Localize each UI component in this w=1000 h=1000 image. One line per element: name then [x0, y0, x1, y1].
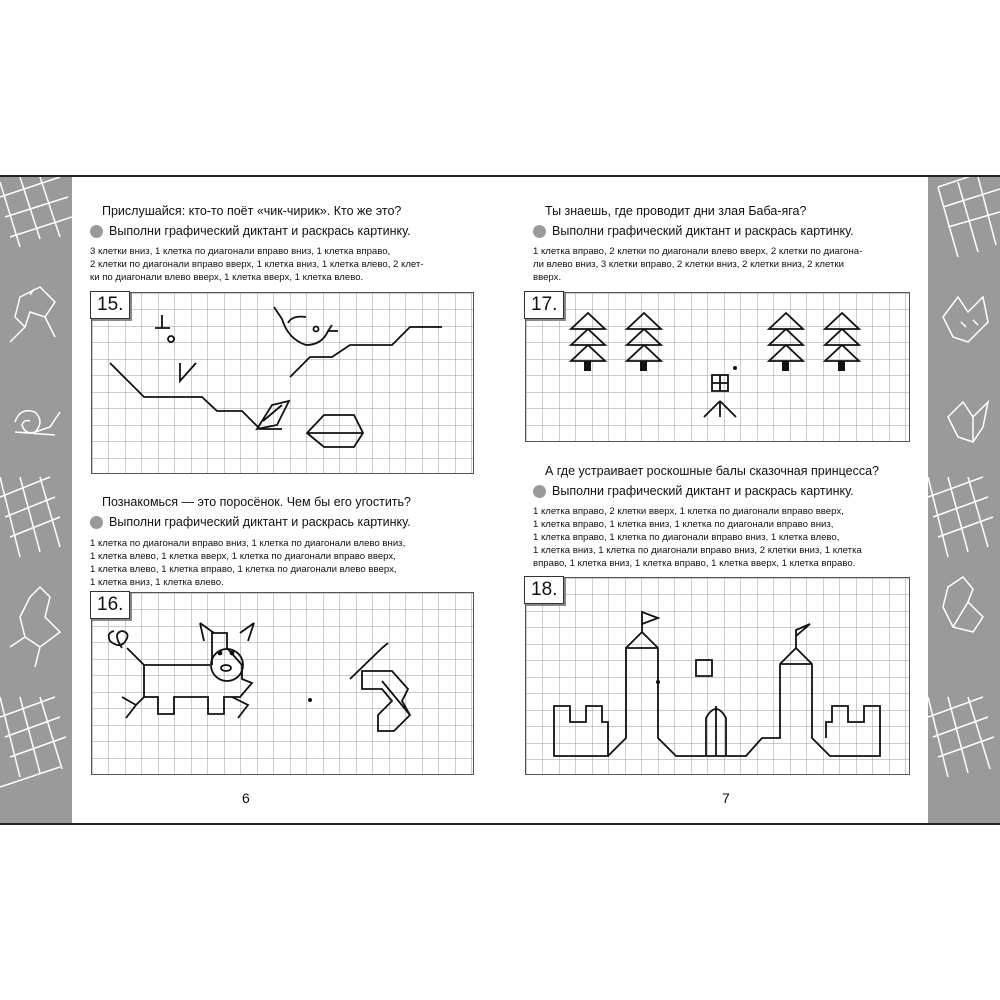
- bullet-circle-icon: [533, 225, 546, 238]
- task15-instruction: Выполни графический диктант и раскрась картинку.: [109, 224, 411, 238]
- left-decorative-margin: [0, 177, 72, 823]
- dictation-line: 1 клетка по диагонали вправо вниз, 1 клетка по диагонали влево вниз,: [90, 538, 406, 549]
- task16-grid: [91, 592, 474, 775]
- task15-dictation: [90, 245, 424, 284]
- task15-drawing: [92, 293, 473, 473]
- task16-instruction-row: [90, 515, 411, 529]
- dictation-line: 1 клетка вниз, 1 клетка по диагонали вправо вниз, 2 клетки вниз, 1 клетка: [533, 545, 862, 556]
- dictation-line: 2 клетки по диагонали вправо вверх, 1 клетка вниз, 1 клетка влево, 2 клет-: [90, 259, 424, 270]
- task15-instruction-row: [90, 224, 411, 238]
- dictation-line: 1 клетка вниз, 1 клетка влево.: [90, 577, 224, 588]
- task16-instruction: Выполни графический диктант и раскрась картинку.: [109, 515, 411, 529]
- page-number-left: 6: [242, 790, 250, 806]
- dictation-line: вверх.: [533, 272, 562, 283]
- dictation-line: 1 клетка вправо, 2 клетки вверх, 1 клетка по диагонали вправо вверх,: [533, 506, 844, 517]
- dictation-line: 1 клетка вправо, 1 клетка по диагонали вправо вниз, 1 клетка влево,: [533, 532, 840, 543]
- book-spread: [0, 175, 1000, 825]
- dictation-line: вправо, 1 клетка вниз, 1 клетка вправо, 1 клетка вверх, 1 клетка вправо.: [533, 558, 856, 569]
- task17-dictation: [533, 245, 862, 284]
- task15-number: 15.: [90, 291, 130, 319]
- task16-number: 16.: [90, 591, 130, 619]
- dictation-line: 1 клетка вправо, 2 клетки по диагонали влево вверх, 2 клетки по диагона-: [533, 246, 863, 257]
- page-number-right: 7: [722, 790, 730, 806]
- dictation-line: ки по диагонали влево вверх, 1 клетка вверх, 1 клетка влево.: [90, 272, 364, 283]
- bullet-circle-icon: [90, 516, 103, 529]
- bullet-circle-icon: [90, 225, 103, 238]
- task18-instruction: Выполни графический диктант и раскрась картинку.: [552, 484, 854, 498]
- dictation-line: 1 клетка влево, 1 клетка вверх, 1 клетка по диагонали вправо вверх,: [90, 551, 396, 562]
- task18-drawing: [526, 578, 909, 774]
- task15-grid: [91, 292, 474, 474]
- task16-dictation: [90, 537, 405, 589]
- task17-drawing: [526, 293, 909, 441]
- task17-instruction-row: [533, 224, 854, 238]
- right-decorative-margin: [928, 177, 1000, 823]
- task17-instruction: Выполни графический диктант и раскрась картинку.: [552, 224, 854, 238]
- origami-pattern-right: [928, 177, 1000, 823]
- task18-dictation: [533, 505, 862, 570]
- bullet-circle-icon: [533, 485, 546, 498]
- left-page: [72, 177, 500, 823]
- task17-number: 17.: [524, 291, 564, 319]
- task16-question: Познакомься — это поросёнок. Чем бы его угостить?: [102, 495, 411, 509]
- dictation-line: 3 клетки вниз, 1 клетка по диагонали вправо вниз, 1 клетка вправо,: [90, 246, 391, 257]
- dictation-line: ли влево вниз, 3 клетки вправо, 2 клетки вниз, 2 клетки вниз, 2 клетки: [533, 259, 844, 270]
- task15-question: Прислушайся: кто-то поёт «чик-чирик». Кто же это?: [102, 204, 402, 218]
- dictation-line: 1 клетка влево, 1 клетка вправо, 1 клетка по диагонали влево вверх,: [90, 564, 397, 575]
- task17-grid: [525, 292, 910, 442]
- origami-pattern-left: [0, 177, 72, 823]
- task18-question: А где устраивает роскошные балы сказочная принцесса?: [545, 464, 879, 478]
- task18-instruction-row: [533, 484, 854, 498]
- task18-grid: [525, 577, 910, 775]
- right-page: [500, 177, 928, 823]
- task16-drawing: [92, 593, 473, 774]
- dictation-line: 1 клетка вправо, 1 клетка вниз, 1 клетка по диагонали вправо вниз,: [533, 519, 834, 530]
- task18-number: 18.: [524, 576, 564, 604]
- task17-question: Ты знаешь, где проводит дни злая Баба-яга?: [545, 204, 807, 218]
